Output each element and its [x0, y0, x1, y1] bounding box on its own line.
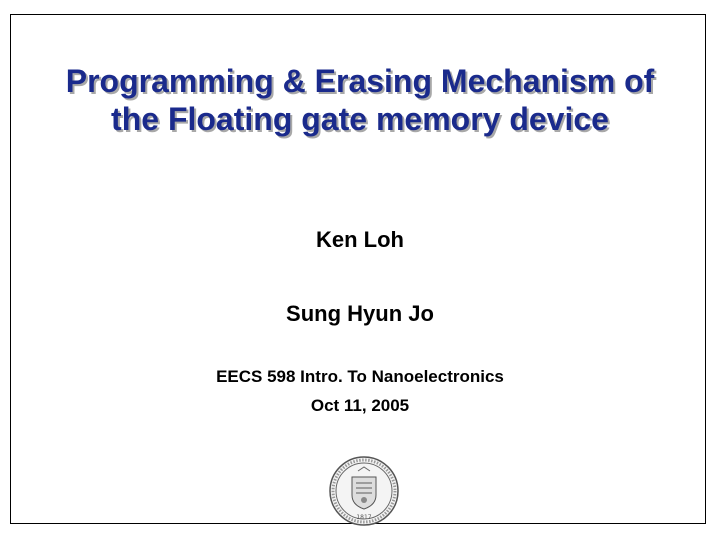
slide-title [0, 62, 720, 138]
course-name: EECS 598 Intro. To Nanoelectronics [216, 367, 504, 386]
title-line-2: the Floating gate memory device [111, 101, 609, 137]
author-name-2: Sung Hyun Jo [286, 301, 434, 326]
author-name-1: Ken Loh [316, 227, 404, 252]
presentation-date: Oct 11, 2005 [310, 396, 410, 415]
title-line-1: Programming & Erasing Mechanism of [65, 63, 655, 99]
seal-year: 1817 [356, 514, 372, 521]
university-seal-icon [328, 455, 400, 527]
